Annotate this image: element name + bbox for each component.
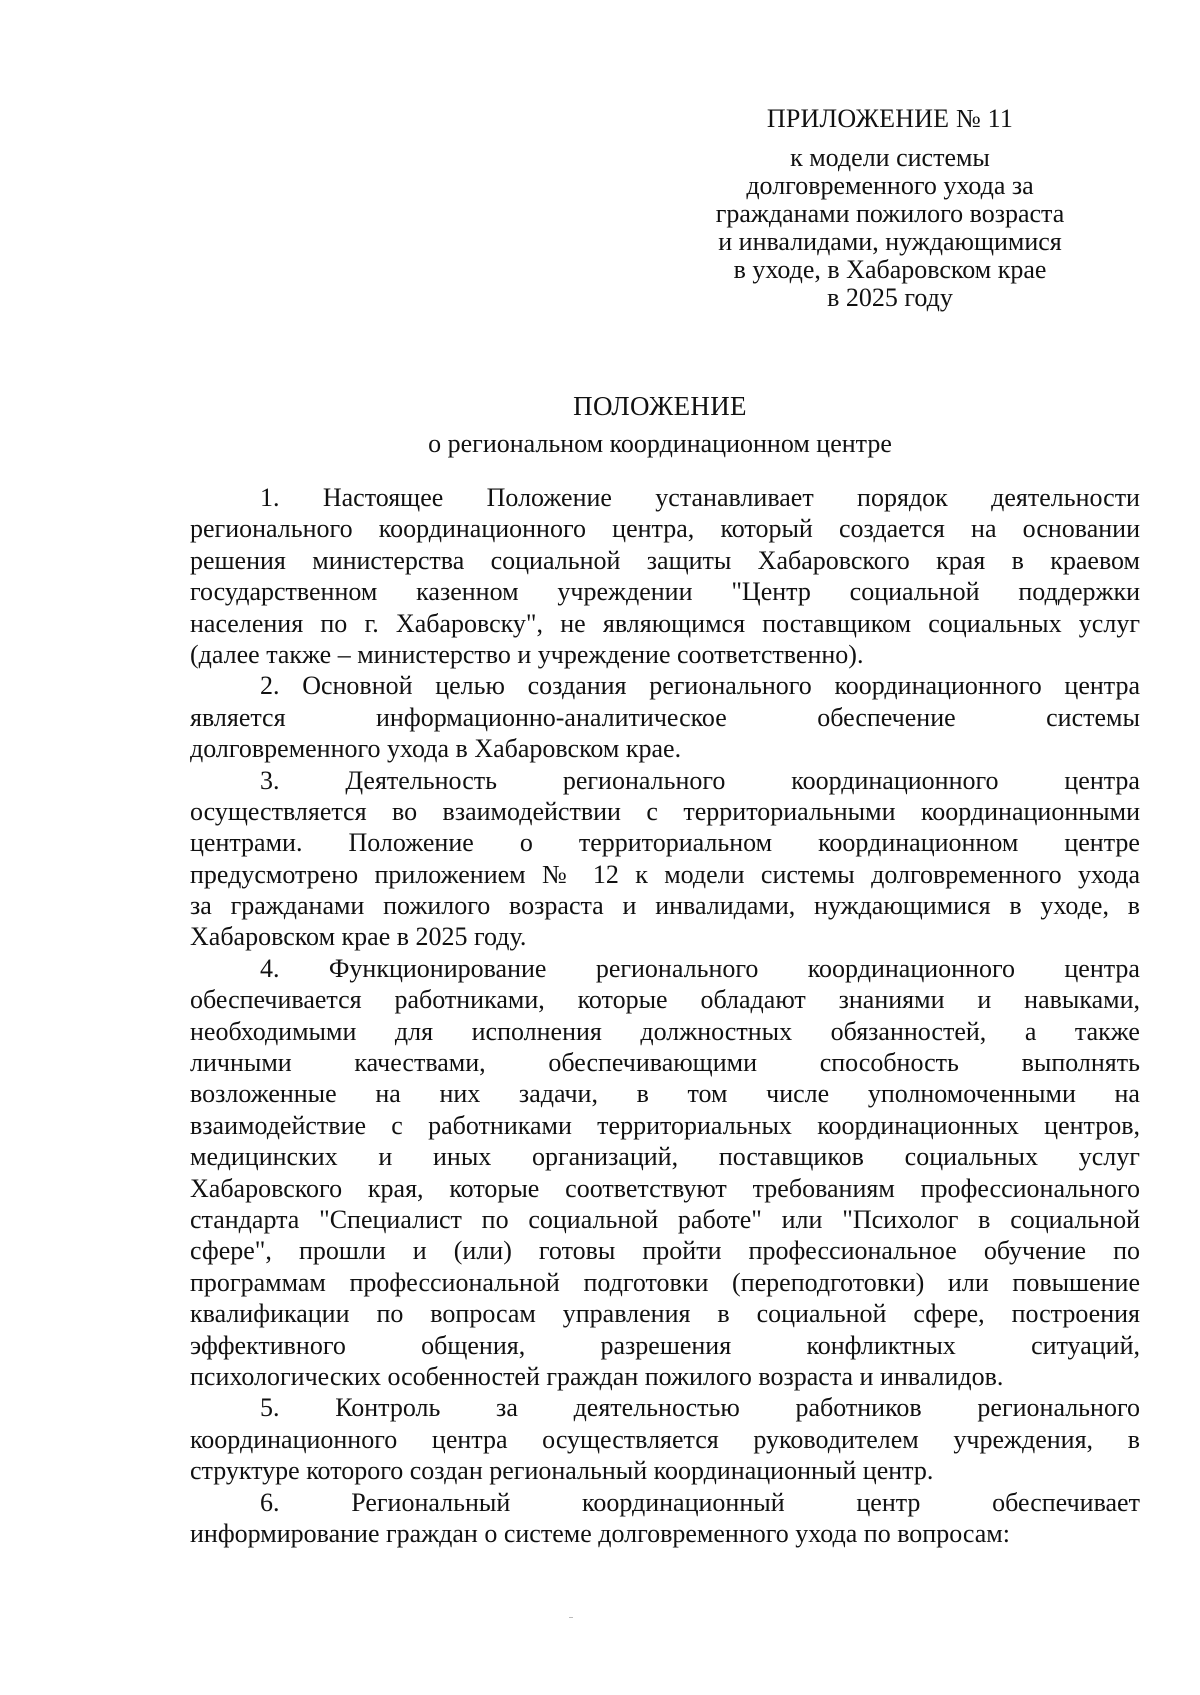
text-line xyxy=(190,702,1140,733)
word: центре xyxy=(1064,828,1140,858)
word: координационного xyxy=(791,765,999,795)
text-line xyxy=(190,1392,1140,1423)
word: Положение xyxy=(348,828,474,858)
text-line: обеспечивается работниками, которые обладают знаниями и навыками, xyxy=(190,985,1140,1015)
text-line: 2. Основной целью создания регионального координационного центра xyxy=(260,671,1140,701)
word: числе xyxy=(766,1079,830,1109)
word: задачи, xyxy=(518,1079,598,1109)
appendix-reference xyxy=(700,144,1080,312)
appendix-line: в 2025 году xyxy=(827,283,953,312)
word: 1. xyxy=(260,483,280,512)
page-mark xyxy=(569,1617,573,1618)
word: и xyxy=(378,1142,393,1172)
word: информационно-аналитическое xyxy=(376,702,727,732)
word: 3. xyxy=(260,765,280,795)
text-line xyxy=(190,827,1140,858)
text-line: информирование граждан о системе долговременного ухода по вопросам: xyxy=(190,1518,1010,1548)
word: деятельности xyxy=(991,483,1140,512)
word: обеспечение xyxy=(817,702,956,732)
appendix-line: к модели системы xyxy=(790,143,990,172)
word: общения, xyxy=(421,1330,526,1360)
word: работников xyxy=(795,1393,922,1423)
text-line xyxy=(190,1047,1140,1078)
word: эффективного xyxy=(190,1330,346,1360)
text-line xyxy=(190,1330,1140,1361)
paragraph-4 xyxy=(190,953,1140,1392)
word: Деятельность xyxy=(345,765,497,795)
word: возложенные xyxy=(190,1079,337,1109)
word: уполномоченными xyxy=(867,1079,1076,1109)
text-line: (далее также – министерство и учреждение соответственно). xyxy=(190,639,864,669)
word: центр xyxy=(856,1487,921,1517)
word: Функционирование xyxy=(328,953,547,983)
paragraph-2 xyxy=(190,670,1140,764)
word: территориальном xyxy=(578,828,773,858)
word: устанавливает xyxy=(655,483,814,512)
word: обеспечивающими xyxy=(548,1048,757,1078)
word: выполнять xyxy=(1021,1048,1140,1078)
word: поставщиков xyxy=(718,1142,864,1172)
word: Региональный xyxy=(351,1487,511,1517)
word: 5. xyxy=(260,1393,280,1423)
word: 4. xyxy=(260,953,280,983)
word: за xyxy=(496,1393,518,1423)
text-line: психологических особенностей граждан пожилого возраста и инвалидов. xyxy=(190,1361,1004,1391)
word: порядок xyxy=(857,483,948,512)
text-line: программам профессиональной подготовки (переподготовки) или повышение xyxy=(190,1267,1140,1297)
text-line xyxy=(190,953,1140,984)
word: является xyxy=(190,702,286,732)
word: координационный xyxy=(582,1487,785,1517)
paragraph-3 xyxy=(190,765,1140,953)
document-title: ПОЛОЖЕНИЕ xyxy=(573,391,747,421)
word: регионального xyxy=(595,953,759,983)
text-line xyxy=(190,1141,1140,1172)
appendix-title: ПРИЛОЖЕНИЕ № 11 xyxy=(766,104,1014,133)
word: исполнения xyxy=(471,1016,602,1046)
word: системы xyxy=(1046,702,1140,732)
word: конфликтных xyxy=(806,1330,956,1360)
word: деятельностью xyxy=(573,1393,740,1423)
appendix-line: и инвалидами, нуждающимися xyxy=(718,227,1062,256)
text-line xyxy=(190,1078,1140,1109)
text-line: осуществляется во взаимодействии с территориальными координационными xyxy=(190,796,1140,826)
text-line: решения министерства социальной защиты Хабаровского края в краевом xyxy=(190,545,1140,575)
word: разрешения xyxy=(600,1330,732,1360)
word: координационном xyxy=(818,828,1019,858)
word: способность xyxy=(819,1048,959,1078)
word: регионального xyxy=(977,1393,1140,1423)
text-line xyxy=(190,1016,1140,1047)
document-body xyxy=(190,482,1140,1549)
word: организаций, xyxy=(532,1142,679,1172)
word: том xyxy=(687,1079,728,1109)
text-line: взаимодействие с работниками территориальных координационных центров, xyxy=(190,1110,1140,1140)
paragraph-1 xyxy=(190,482,1140,670)
word: регионального xyxy=(562,765,726,795)
text-line: предусмотрено приложением № 12 к модели системы долговременного ухода xyxy=(190,859,1140,889)
text-line: стандарта "Специалист по социальной работе" или "Психолог в социальной xyxy=(190,1204,1140,1234)
word: для xyxy=(394,1016,434,1046)
word: Настоящее xyxy=(322,483,444,512)
word: в xyxy=(636,1079,649,1109)
document-subtitle: о региональном координационном центре xyxy=(428,429,892,458)
word: социальных xyxy=(904,1142,1039,1172)
word: центра xyxy=(1064,953,1140,983)
word: обязанностей, xyxy=(830,1016,987,1046)
word: Контроль xyxy=(335,1393,441,1423)
text-line: сфере", прошли и (или) готовы пройти профессиональное обучение по xyxy=(190,1236,1140,1266)
text-line: регионального координационного центра, который создается на основании xyxy=(190,514,1140,544)
text-line: населения по г. Хабаровску", не являющимся поставщиком социальных услуг xyxy=(190,608,1140,638)
word: обеспечивает xyxy=(992,1487,1140,1517)
word: центрами. xyxy=(190,828,303,858)
word: необходимыми xyxy=(190,1016,357,1046)
word: также xyxy=(1074,1016,1140,1046)
word: должностных xyxy=(640,1016,793,1046)
text-line xyxy=(190,482,1140,513)
word: ситуаций, xyxy=(1031,1330,1140,1360)
word: личными xyxy=(190,1048,292,1078)
paragraph-6 xyxy=(190,1487,1140,1550)
paragraph-5 xyxy=(190,1392,1140,1486)
appendix-line: гражданами пожилого возраста xyxy=(715,199,1065,228)
text-line: структуре которого создан региональный координационный центр. xyxy=(190,1456,934,1486)
word: иных xyxy=(432,1142,492,1172)
appendix-line: долговременного ухода за xyxy=(746,171,1034,200)
appendix-line: в уходе, в Хабаровском крае xyxy=(733,255,1047,284)
text-line: долговременного ухода в Хабаровском крае. xyxy=(190,734,682,764)
word: о xyxy=(519,828,533,858)
text-line xyxy=(190,1487,1140,1518)
text-line: Хабаровского края, которые соответствуют требованиям профессионального xyxy=(190,1173,1140,1203)
word: центра xyxy=(1064,765,1140,795)
word: медицинских xyxy=(190,1142,338,1172)
word: 6. xyxy=(260,1487,280,1517)
text-line: координационного центра осуществляется руководителем учреждения, в xyxy=(190,1424,1140,1454)
word: а xyxy=(1024,1016,1037,1046)
word: Положение xyxy=(486,483,612,512)
word: них xyxy=(439,1079,481,1109)
word: услуг xyxy=(1078,1142,1140,1172)
word: на xyxy=(375,1079,401,1109)
word: на xyxy=(1114,1079,1140,1109)
word: качествами, xyxy=(354,1048,486,1078)
text-line: Хабаровском крае в 2025 году. xyxy=(190,922,527,952)
text-line: за гражданами пожилого возраста и инвалидами, нуждающимися в уходе, в xyxy=(190,891,1140,921)
text-line: квалификации по вопросам управления в социальной сфере, построения xyxy=(190,1299,1140,1329)
text-line: государственном казенном учреждении "Центр социальной поддержки xyxy=(190,577,1140,607)
word: координационного xyxy=(807,953,1015,983)
text-line xyxy=(190,765,1140,796)
